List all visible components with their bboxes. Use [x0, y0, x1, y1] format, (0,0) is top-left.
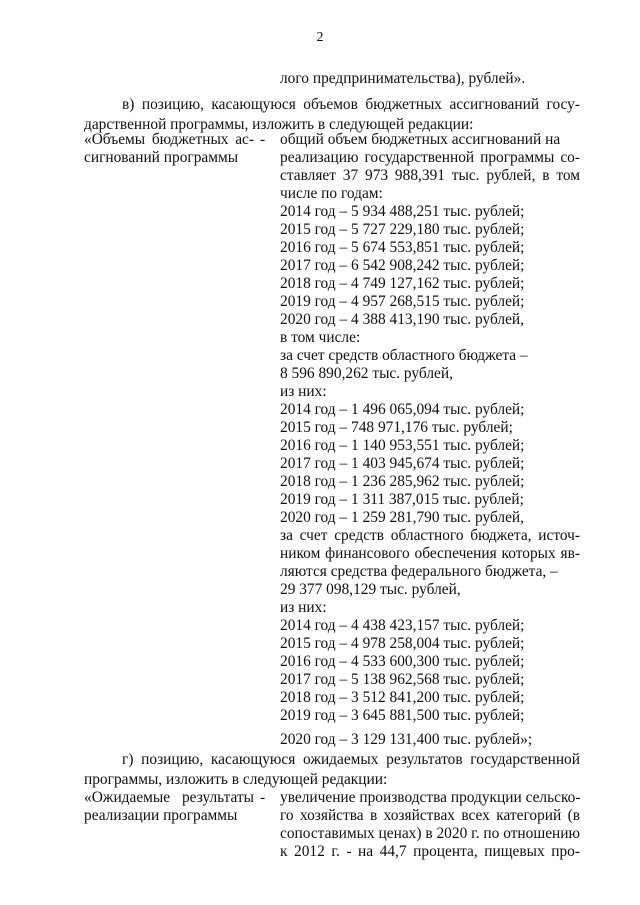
program-value-line: ником финансового обеспечения которых яв- — [280, 545, 580, 562]
program-value-line: 2015 год – 4 978 258,004 тыс. рублей; — [280, 635, 525, 652]
program-value-line: 8 596 890,262 тыс. рублей, — [280, 365, 453, 382]
program-label-line: реализации программы — [84, 807, 238, 824]
program-value-line: 2014 год – 1 496 065,094 тыс. рублей; — [280, 401, 525, 418]
paragraph-line: г) позицию, касающуюся ожидаемых результатов государственной — [122, 751, 580, 768]
program-value-line: из них: — [280, 599, 327, 616]
program-value-line: сопоставимых ценах) в 2020 г. по отношению — [280, 825, 580, 842]
program-value-line: 2020 год – 3 129 131,400 тыс. рублей»; — [280, 731, 533, 748]
program-value-line: к 2012 г. - на 44,7 процента, пищевых про- — [280, 843, 580, 860]
program-value-line: в том числе: — [280, 329, 361, 346]
program-value-line: ляются средства федерального бюджета, – — [280, 563, 558, 580]
program-value-line: 2020 год – 4 388 413,190 тыс. рублей, — [280, 311, 524, 328]
program-label-line: «Ожидаемые результаты — [84, 789, 254, 806]
program-value-line: числе по годам: — [280, 185, 383, 202]
program-value-line: 2016 год – 5 674 553,851 тыс. рублей; — [280, 239, 525, 256]
program-value-line: 2020 год – 1 259 281,790 тыс. рублей, — [280, 509, 524, 526]
program-value-line: 2017 год – 1 403 945,674 тыс. рублей; — [280, 455, 525, 472]
paragraph-line: в) позицию, касающуюся объемов бюджетных ассигнований госу- — [122, 96, 580, 113]
program-value-line: 2015 год – 748 971,176 тыс. рублей; — [280, 419, 513, 436]
program-value-line: увеличение производства продукции сельско- — [280, 789, 581, 806]
program-value-line: общий объем бюджетных ассигнований на — [280, 131, 561, 148]
program-value-line: из них: — [280, 383, 327, 400]
program-value-line: 2019 год – 1 311 387,015 тыс. рублей; — [280, 491, 524, 508]
program-value-line: 2019 год – 3 645 881,500 тыс. рублей; — [280, 707, 525, 724]
program-value-line: 2014 год – 4 438 423,157 тыс. рублей; — [280, 617, 525, 634]
paragraph-line: программы, изложить в следующей редакции: — [84, 771, 388, 788]
program-value-line: 2015 год – 5 727 229,180 тыс. рублей; — [280, 221, 525, 238]
program-value-line: го хозяйства в хозяйствах всех категорий (в — [280, 807, 580, 824]
program-label-line: сигнований программы — [84, 149, 239, 166]
paragraph-line: дарственной программы, изложить в следующей редакции: — [84, 116, 474, 133]
program-value-line: за счет средств областного бюджета – — [280, 347, 528, 364]
program-value-line: за счет средств областного бюджета, источ- — [280, 527, 580, 544]
program-value-line: 2018 год – 3 512 841,200 тыс. рублей; — [280, 689, 525, 706]
continuation-line: лого предпринимательства), рублей». — [280, 70, 526, 87]
program-value-line: реализацию государственной программы со- — [280, 149, 580, 166]
program-value-line: 2016 год – 4 533 600,300 тыс. рублей; — [280, 653, 525, 670]
program-value-line: 2014 год – 5 934 488,251 тыс. рублей; — [280, 203, 525, 220]
program-value-line: 2018 год – 1 236 285,962 тыс. рублей; — [280, 473, 525, 490]
program-value-line: 2017 год – 5 138 962,568 тыс. рублей; — [280, 671, 525, 688]
program-value-line: 2017 год – 6 542 908,242 тыс. рублей; — [280, 257, 525, 274]
program-value-line: 2016 год – 1 140 953,551 тыс. рублей; — [280, 437, 525, 454]
program-value-line: 29 377 098,129 тыс. рублей, — [280, 581, 461, 598]
label-dash: - — [260, 789, 266, 806]
label-dash: - — [260, 131, 266, 148]
program-value-line: 2018 год – 4 749 127,162 тыс. рублей; — [280, 275, 525, 292]
program-label-line: «Объемы бюджетных ас- — [84, 131, 254, 148]
program-value-line: 2019 год – 4 957 268,515 тыс. рублей; — [280, 293, 525, 310]
program-value-line: ставляет 37 973 988,391 тыс. рублей, в том — [280, 167, 580, 184]
page-number: 2 — [316, 30, 324, 45]
